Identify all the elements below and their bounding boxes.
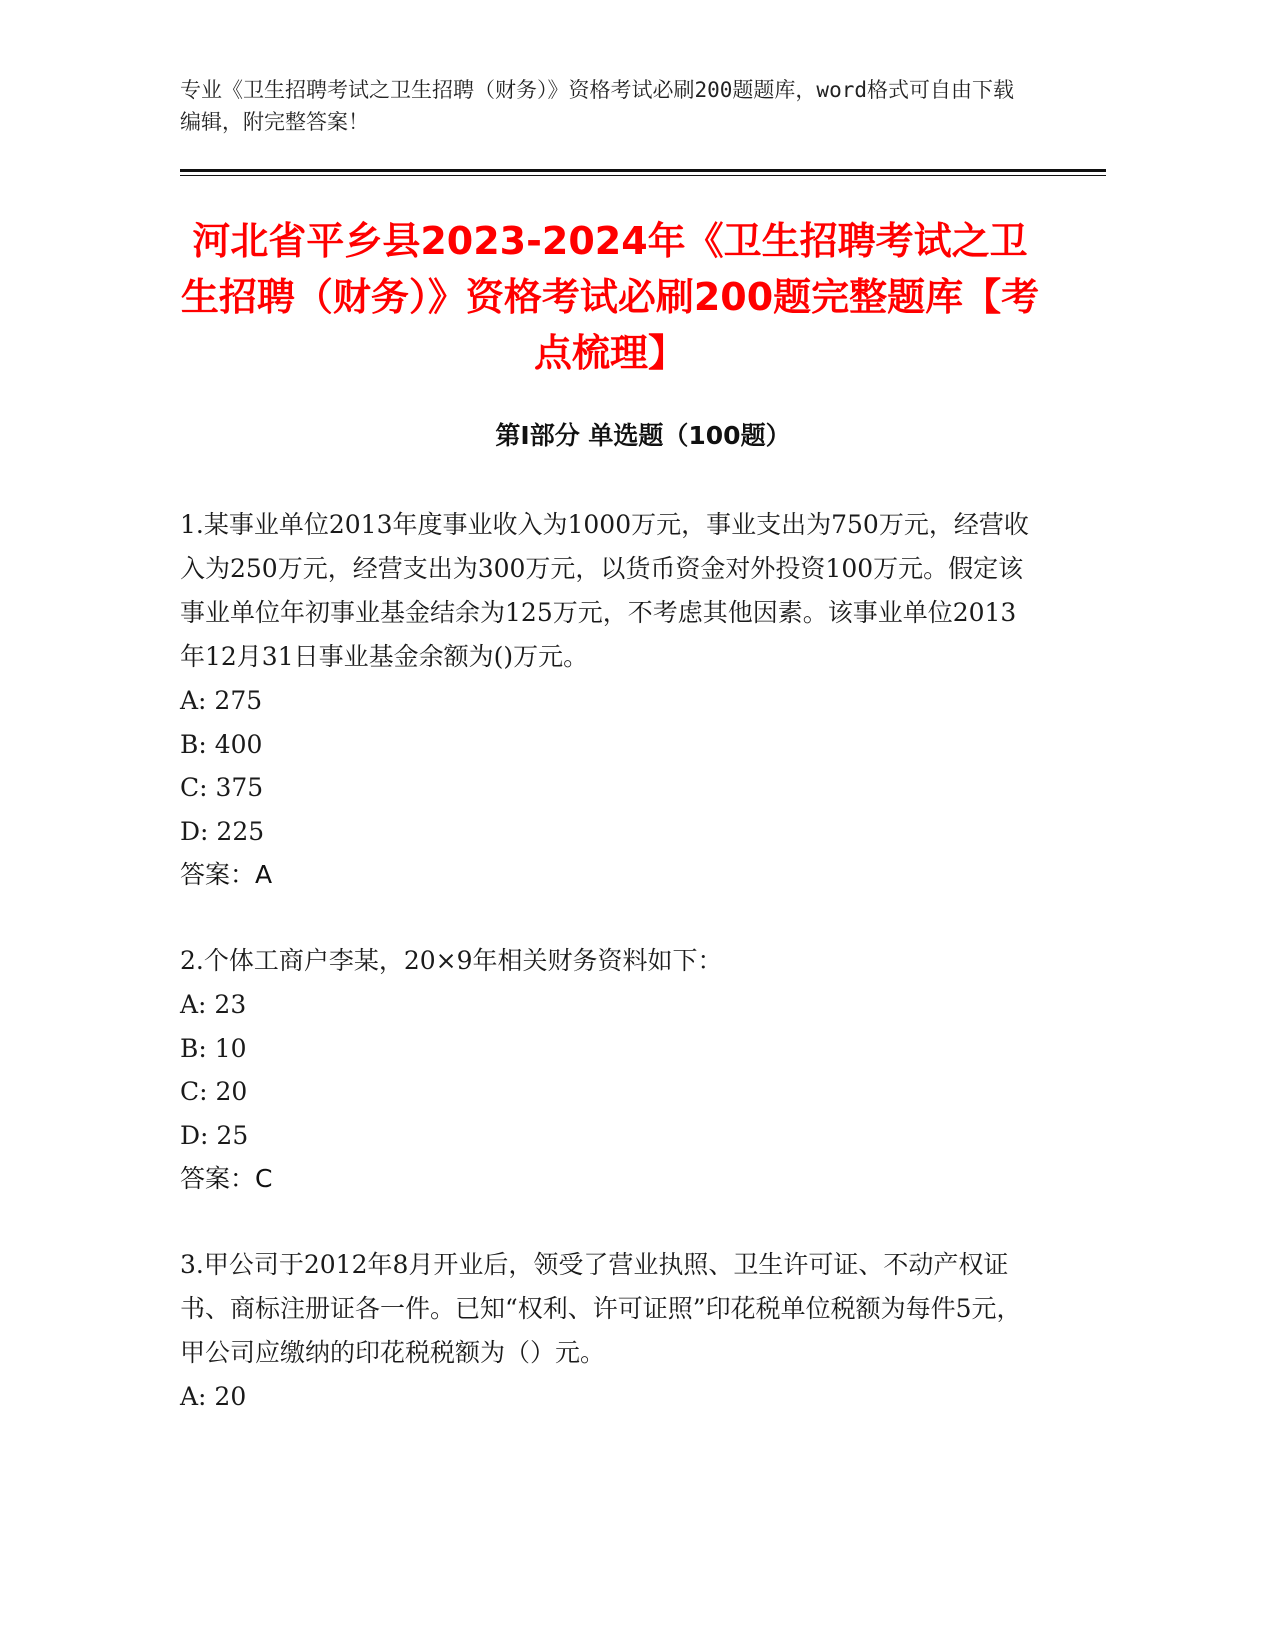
section-heading: 第Ⅰ部分 单选题（100题） [495,421,791,450]
answer: 答案：A [180,860,273,889]
question-stem: 3.甲公司于2012年8月开业后，领受了营业执照、卫生许可证、不动产权证书、商标注册证各一件。已知“权利、许可证照”印花税单位税额为每件5元，甲公司应缴纳的印花税税额为（）元。 [180,1250,1022,1367]
option-a: A: 20 [180,1382,247,1411]
option-d: D: 225 [180,816,265,846]
document-title: 河北省平乡县2023-2024年《卫生招聘考试之卫生招聘（财务）》资格考试必刷200题完整题库【考点梳理】 [180,219,1040,375]
option-a: A: 275 [180,686,263,715]
question-stem: 1.某事业单位2013年度事业收入为1000万元，事业支出为750万元，经营收入为250万元，经营支出为300万元，以货币资金对外投资100万元。假定该事业单位年初事业基金结余为125万元，不考虑其他因素。该事业单位2013年12月31日事业基金余额为()万元。 [180,510,1029,671]
question-1 [180,503,1035,897]
option-d: D: 25 [180,1120,249,1150]
header-divider-thin [180,175,1106,176]
option-b: B: 400 [180,729,263,759]
option-c: C: 20 [180,1077,248,1106]
option-a: A: 23 [180,990,247,1019]
option-c: C: 375 [180,773,264,802]
question-2 [180,939,1035,1201]
option-b: B: 10 [180,1033,247,1063]
question-3 [180,1243,1035,1419]
answer: 答案：C [180,1164,273,1193]
header-divider-thick [180,169,1106,172]
question-stem: 2.个体工商户李某，20×9年相关财务资料如下： [180,946,723,975]
header-note: 专业《卫生招聘考试之卫生招聘（财务）》资格考试必刷200题题库，word格式可自由下载编辑，附完整答案！ [180,78,1014,134]
